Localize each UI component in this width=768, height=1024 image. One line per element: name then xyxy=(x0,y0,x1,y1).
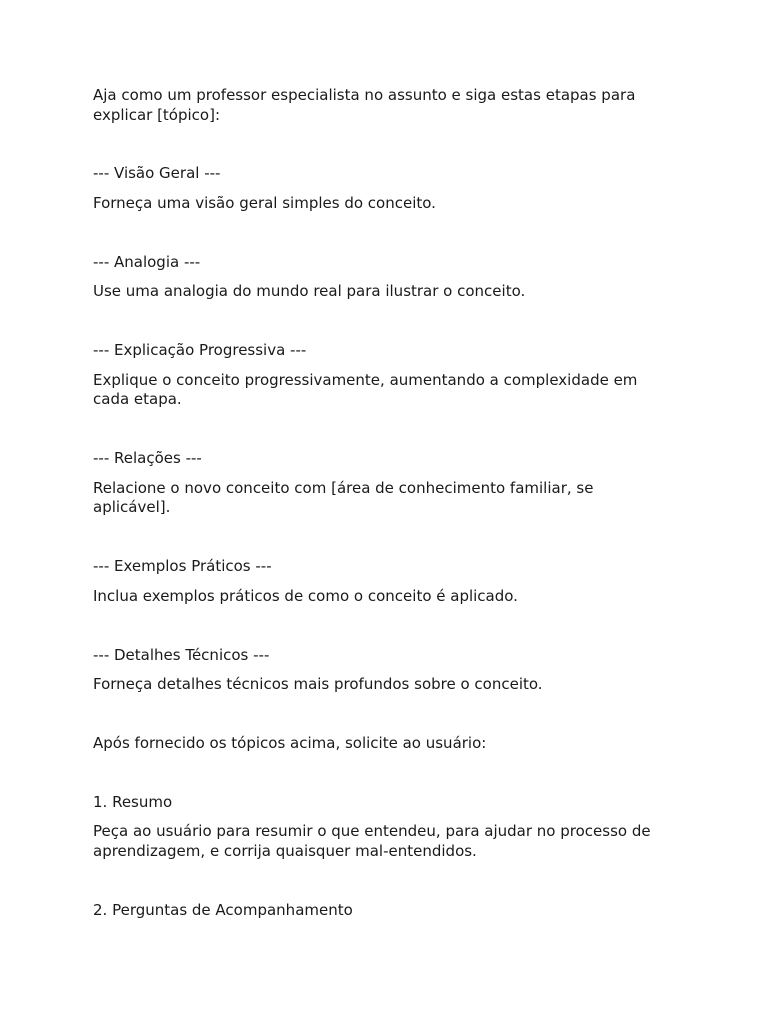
intro-text-line-1: Aja como um professor especialista no assunto e siga estas etapas para xyxy=(93,86,636,104)
section-text-analogia: Use uma analogia do mundo real para ilustrar o conceito. xyxy=(93,282,526,300)
followup-item-title-perguntas: 2. Perguntas de Acompanhamento xyxy=(93,901,353,919)
section-heading-relacoes: --- Relações --- xyxy=(93,449,202,467)
followup-item-title-resumo: 1. Resumo xyxy=(93,793,173,811)
section-heading-exemplos-praticos: --- Exemplos Práticos --- xyxy=(93,557,272,575)
section-text-relacoes-line-1: Relacione o novo conceito com [área de conhecimento familiar, se xyxy=(93,479,594,497)
section-heading-explicacao-progressiva: --- Explicação Progressiva --- xyxy=(93,341,307,359)
section-text-exemplos-praticos: Inclua exemplos práticos de como o conceito é aplicado. xyxy=(93,587,518,605)
section-heading-detalhes-tecnicos: --- Detalhes Técnicos --- xyxy=(93,646,270,664)
intro-text-line-2: explicar [tópico]: xyxy=(93,106,221,124)
section-text-explicacao-progressiva-line-2: cada etapa. xyxy=(93,390,182,408)
section-text-visao-geral: Forneça uma visão geral simples do conceito. xyxy=(93,194,436,212)
section-text-relacoes-line-2: aplicável]. xyxy=(93,498,171,516)
section-heading-analogia: --- Analogia --- xyxy=(93,253,201,271)
section-heading-visao-geral: --- Visão Geral --- xyxy=(93,164,221,182)
followup-intro: Após fornecido os tópicos acima, solicite ao usuário: xyxy=(93,734,487,752)
followup-item-text-resumo-line-1: Peça ao usuário para resumir o que entendeu, para ajudar no processo de xyxy=(93,822,651,840)
section-text-explicacao-progressiva-line-1: Explique o conceito progressivamente, aumentando a complexidade em xyxy=(93,371,638,389)
section-text-detalhes-tecnicos: Forneça detalhes técnicos mais profundos sobre o conceito. xyxy=(93,675,543,693)
followup-item-text-resumo-line-2: aprendizagem, e corrija quaisquer mal-entendidos. xyxy=(93,842,477,860)
